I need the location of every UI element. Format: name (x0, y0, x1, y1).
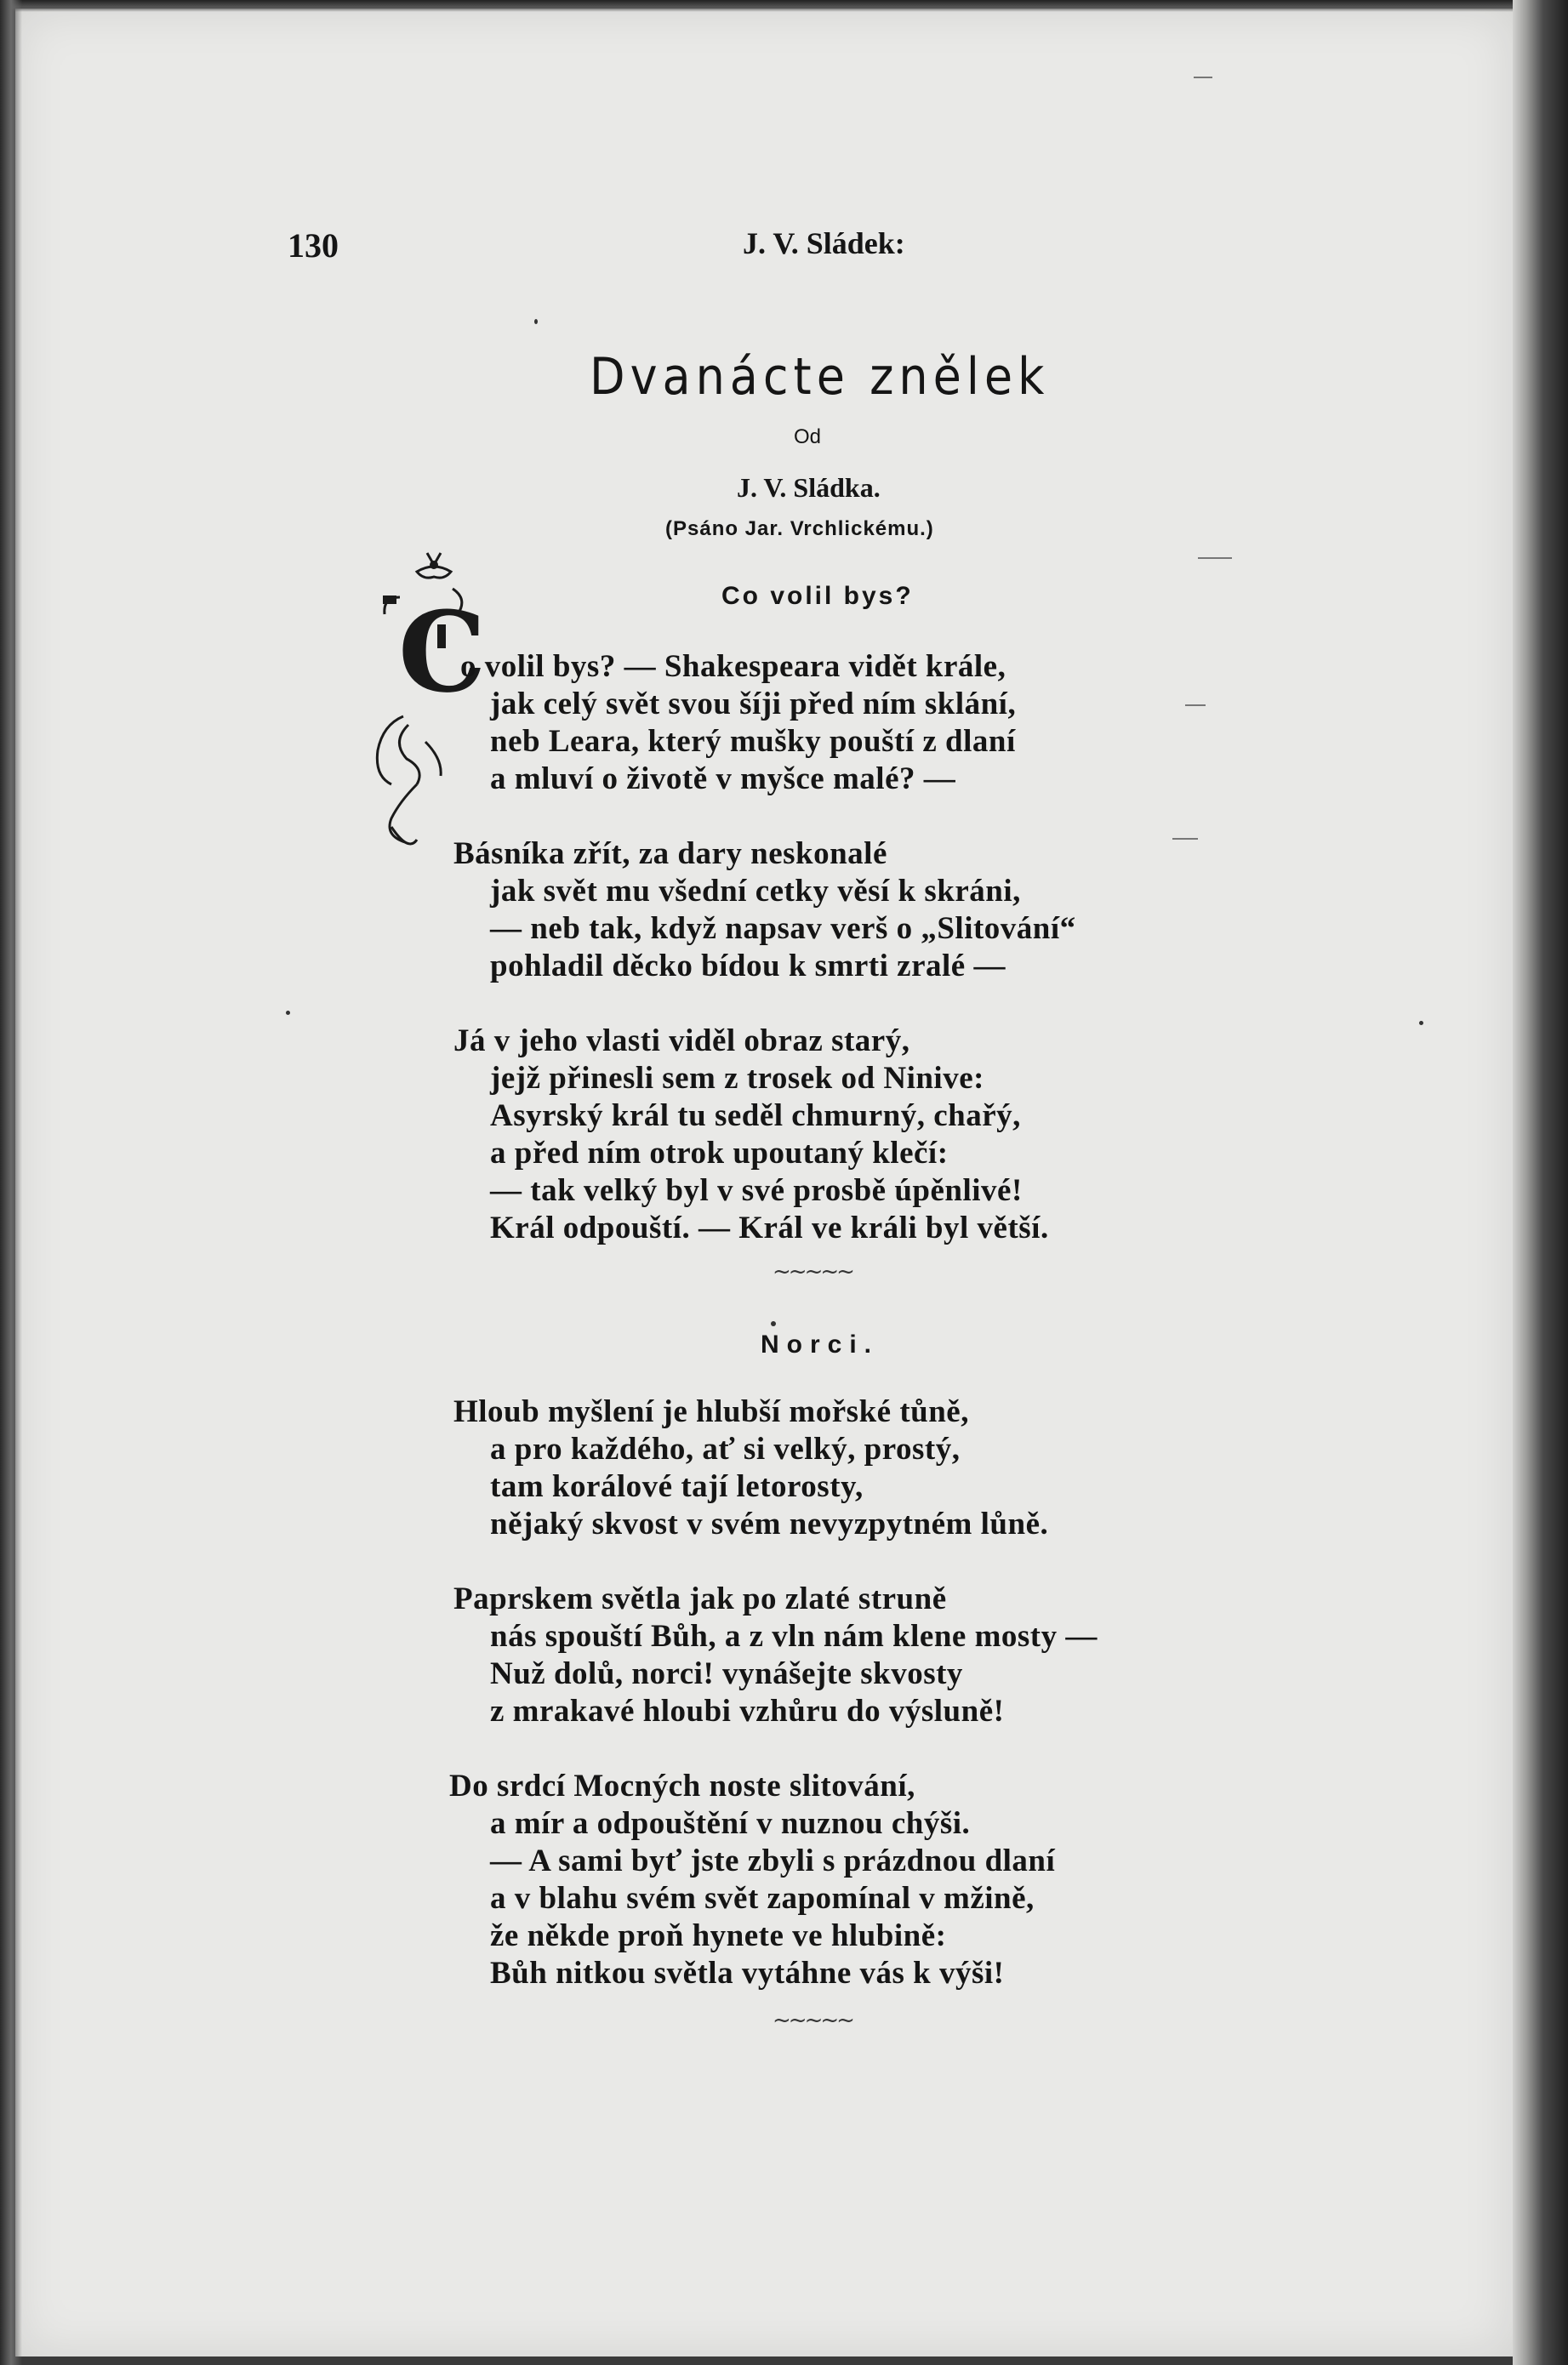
poem-line: že někde proň hynete ve hlubině: (490, 1918, 947, 1953)
dedication: (Psáno Jar. Vrchlickému.) (665, 517, 934, 540)
poem-line: Do srdcí Mocných noste slitování, (449, 1769, 915, 1804)
dropcap-ornament-icon (366, 546, 487, 852)
poem-line: Asyrský král tu seděl chmurný, chařý, (490, 1098, 1021, 1133)
poem-line: Já v jeho vlasti viděl obraz starý, (453, 1023, 910, 1058)
poem-line: nás spouští Bůh, a z vln nám klene mosty — (490, 1619, 1098, 1654)
byline-od: Od (794, 425, 822, 448)
author-name: J. V. Sládka. (737, 472, 881, 503)
scan-speck (1419, 1021, 1423, 1025)
poem-line: o volil bys? — Shakespeara vidět krále, (460, 649, 1006, 684)
poem-line: Hloub myšlení je hlubší mořské tůně, (453, 1394, 969, 1429)
poem-line: z mrakavé hloubi vzhůru do výsluně! (490, 1694, 1005, 1729)
poem-line: a mír a odpouštění v nuznou chýši. (490, 1806, 971, 1841)
sonnet-title-2: Norci. (761, 1331, 880, 1359)
poem-line: tam korálové tají letorosty, (490, 1469, 864, 1504)
scan-speck (286, 1011, 290, 1015)
poem-line: Král odpouští. — Král ve králi byl větší. (490, 1211, 1049, 1245)
poem-line: jejž přinesli sem z trosek od Ninive: (490, 1061, 984, 1096)
poem-line: — A sami byť jste zbyli s prázdnou dlaní (490, 1844, 1056, 1878)
poem-line: Nuž dolů, norci! vynášejte skvosty (490, 1656, 963, 1691)
book-spine-edge (1513, 0, 1568, 2365)
running-head: J. V. Sládek: (743, 226, 905, 260)
margin-mark (1194, 77, 1212, 78)
margin-mark (1172, 838, 1198, 840)
margin-mark (1185, 704, 1206, 706)
scan-speck (534, 319, 538, 324)
poem-line: — tak velký byl v své prosbě úpěnlivé! (490, 1173, 1023, 1208)
poem-line: Paprskem světla jak po zlaté struně (453, 1581, 947, 1616)
scan-left-edge (0, 0, 22, 2365)
margin-mark (1198, 557, 1232, 559)
poem-line: Básníka zřít, za dary neskonalé (453, 836, 887, 871)
title-dot (771, 1321, 776, 1326)
wavy-separator-icon-2: ~~~~~ (773, 2008, 852, 2033)
scan-top-edge (0, 0, 1568, 12)
poem-line: jak celý svět svou šíji před ním sklání, (490, 687, 1017, 721)
poem-line: — neb tak, když napsav verš o „Slitování“ (490, 911, 1076, 946)
poem-line: a před ním otrok upoutaný klečí: (490, 1136, 949, 1171)
page-number: 130 (288, 226, 339, 265)
poem-line: a mluví o životě v myšce malé? — (490, 761, 956, 796)
sonnet-title-1: Co volil bys? (721, 582, 914, 610)
poem-line: a pro každého, ať si velký, prostý, (490, 1432, 961, 1467)
poem-line: jak svět mu všední cetky věsí k skráni, (490, 874, 1021, 909)
poem-line: Bůh nitkou světla vytáhne vás k výši! (490, 1956, 1005, 1991)
book-page (15, 9, 1513, 2356)
poem-line: pohladil děcko bídou k smrti zralé — (490, 949, 1006, 983)
poem-line: neb Leara, který mušky pouští z dlaní (490, 724, 1016, 759)
page-title: Dvanácte znělek (590, 347, 1050, 407)
poem-line: a v blahu svém svět zapomínal v mžině, (490, 1881, 1035, 1916)
wavy-separator-icon: ~~~~~ (773, 1259, 852, 1285)
dropcap-letter: C (398, 587, 487, 717)
poem-line: nějaký skvost v svém nevyzpytném lůně. (490, 1507, 1049, 1542)
